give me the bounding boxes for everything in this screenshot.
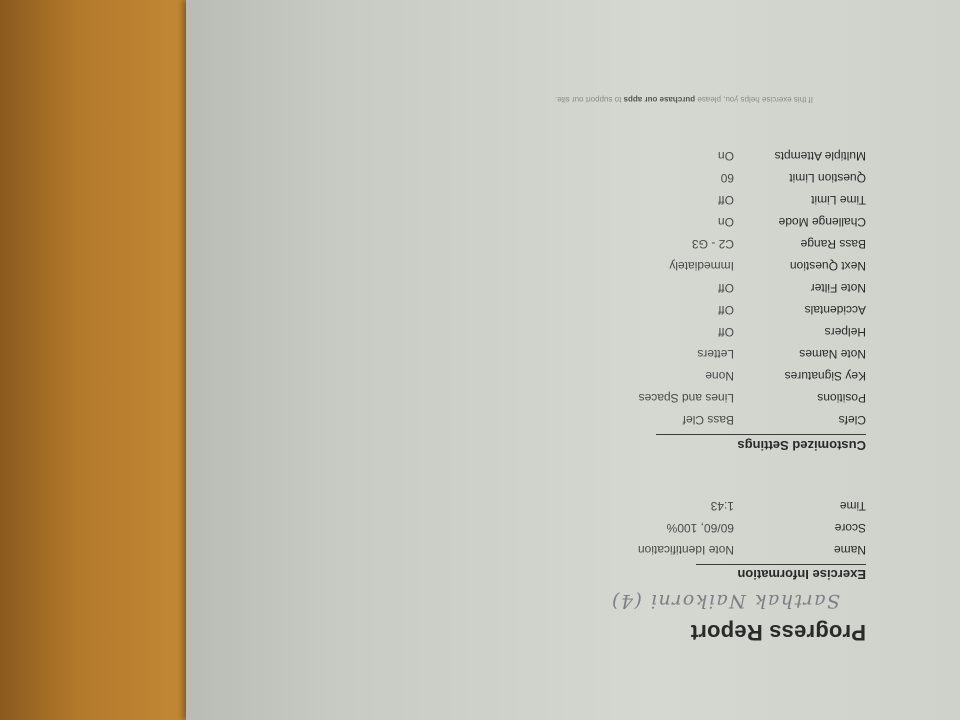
row-label: Note Filter xyxy=(810,281,866,295)
row-value: On xyxy=(717,215,734,229)
row-value: None xyxy=(705,369,734,383)
row-label: Accidentals xyxy=(804,303,866,317)
page-content xyxy=(186,0,960,720)
settings-row-key-signatures xyxy=(466,367,866,383)
info-row-time xyxy=(466,497,866,513)
settings-row-challenge-mode xyxy=(466,213,866,229)
row-label: Name xyxy=(833,543,866,557)
row-value: Off xyxy=(718,325,734,339)
row-value: 60 xyxy=(720,171,734,185)
row-label: Clefs xyxy=(838,413,866,427)
footer-note xyxy=(555,95,813,104)
paper-sheet xyxy=(186,0,960,720)
row-value: 1:43 xyxy=(710,499,734,513)
info-row-name xyxy=(466,541,866,557)
settings-row-question-limit xyxy=(466,169,866,185)
row-value: Bass Clef xyxy=(682,413,734,427)
report-title: Progress Report xyxy=(690,620,866,645)
settings-row-time-limit xyxy=(466,191,866,207)
row-label: Positions xyxy=(817,391,866,405)
row-value: C2 - G3 xyxy=(691,237,734,251)
settings-row-accidentals xyxy=(466,301,866,317)
settings-row-clefs xyxy=(466,411,866,427)
settings-row-note-filter xyxy=(466,279,866,295)
row-value: Off xyxy=(718,193,734,207)
settings-row-next-question xyxy=(466,257,866,273)
info-row-score xyxy=(466,519,866,535)
settings-row-note-names xyxy=(466,345,866,361)
settings-row-bass-range xyxy=(466,235,866,251)
row-label: Time xyxy=(839,499,866,513)
customized-settings-heading: Customized Settings xyxy=(737,438,866,453)
row-label: Next Question xyxy=(789,259,866,273)
settings-row-multiple-attempts xyxy=(466,147,866,163)
footer-prefix: If this exercise helps you, please xyxy=(697,95,813,104)
row-value: Immediately xyxy=(669,259,734,273)
row-label: Score xyxy=(834,521,866,535)
handwritten-name: Sarthak Naikorni (4) xyxy=(610,590,840,612)
row-label: Question Limit xyxy=(789,171,866,185)
row-value: Off xyxy=(718,303,734,317)
row-value: Off xyxy=(718,281,734,295)
table-surface xyxy=(0,0,200,720)
row-value: Note Identification xyxy=(637,543,734,557)
row-value: On xyxy=(717,149,734,163)
row-label: Key Signatures xyxy=(784,369,866,383)
customized-settings-rule xyxy=(656,434,866,435)
settings-row-positions xyxy=(466,389,866,405)
row-value: Lines and Spaces xyxy=(638,391,734,405)
row-label: Challenge Mode xyxy=(778,215,866,229)
row-label: Time Limit xyxy=(811,193,866,207)
exercise-information-heading: Exercise Information xyxy=(737,567,866,582)
row-label: Helpers xyxy=(824,325,866,339)
row-label: Note Names xyxy=(799,347,866,361)
settings-row-helpers xyxy=(466,323,866,339)
row-value: 60/60, 100% xyxy=(666,521,734,535)
footer-suffix: to support our site. xyxy=(555,95,622,104)
row-label: Multiple Attempts xyxy=(774,149,866,163)
exercise-information-rule xyxy=(696,564,866,565)
row-label: Bass Range xyxy=(800,237,866,251)
purchase-apps-link[interactable]: purchase our apps xyxy=(623,95,696,104)
row-value: Letters xyxy=(697,347,734,361)
